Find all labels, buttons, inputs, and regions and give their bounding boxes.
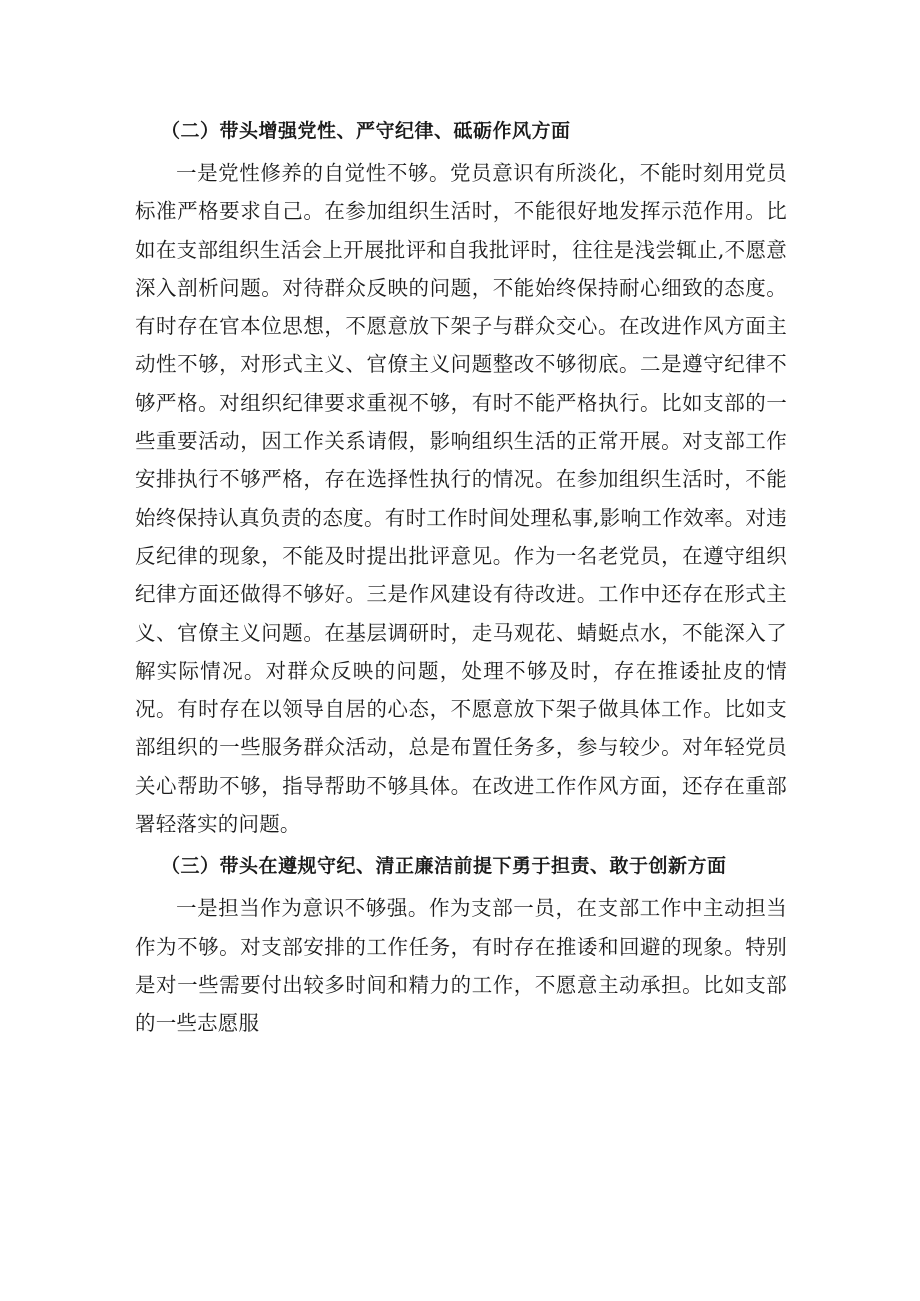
section-heading-2: （二）带头增强党性、严守纪律、砥砺作风方面 (161, 120, 571, 142)
section-heading-3: （三）带头在遵规守纪、清正廉洁前提下勇于担责、敢于创新方面 (161, 855, 727, 878)
section-paragraph-2: 一是党性修养的自觉性不够。党员意识有所淡化，不能时刻用党员标准严格要求自己。在参加组织生活时，不能很好地发挥示范作用。比如在支部组织生活会上开展批评和自我批评时，往往是浅尝辄止,不愿意深入剖析问题。对待群众反映的问题，不能始终保持耐心细致的态度。有时存在官本位思想，不愿意放下架子与群众交心。在改进作风方面主动性不够，对形式主义、官僚主义问题整改不够彻底。二是遵守纪律不够严格。对组织纪律要求重视不够，有时不能严格执行。比如支部的一些重要活动，因工作关系请假，影响组织生活的正常开展。对支部工作安排执行不够严格，存在选择性执行的情况。在参加组织生活时，不能始终保持认真负责的态度。有时工作时间处理私事,影响工作效率。对违反纪律的现象，不能及时提出批评意见。作为一名老党员，在遵守组织纪律方面还做得不够好。三是作风建设有待改进。工作中还存在形式主义、官僚主义问题。在基层调研时，走马观花、蜻蜓点水，不能深入了解实际情况。对群众反映的问题，处理不够及时，存在推诿扯皮的情况。有时存在以领导自居的心态，不愿意放下架子做具体工作。比如支部组织的一些服务群众活动，总是布置任务多，参与较少。对年轻党员关心帮助不够，指导帮助不够具体。在改进工作作风方面，还存在重部署轻落实的问题。 (135, 161, 787, 837)
document-body (135, 112, 787, 1043)
section-paragraph-3: 一是担当作为意识不够强。作为支部一员，在支部工作中主动担当作为不够。对支部安排的工作任务，有时存在推诿和回避的现象。特别是对一些需要付出较多时间和精力的工作，不愿意主动承担。比如支部的一些志愿服 (135, 896, 787, 1036)
